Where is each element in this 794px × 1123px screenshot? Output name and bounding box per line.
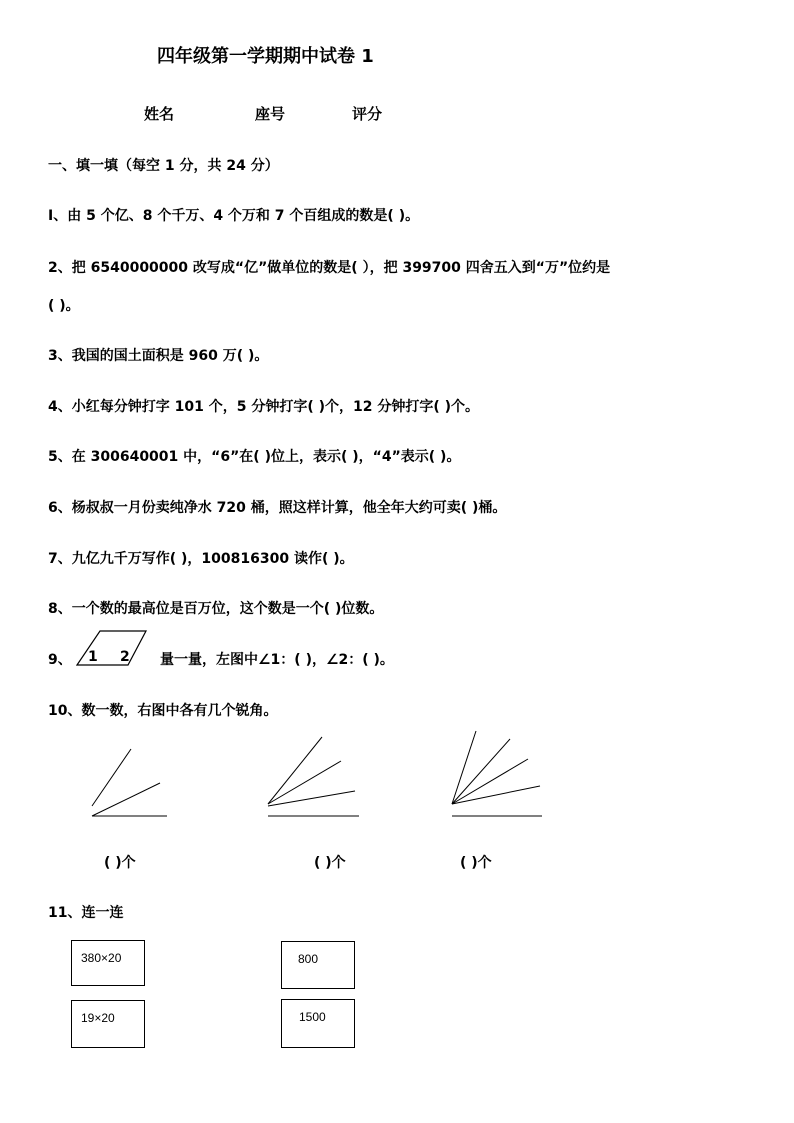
- angle-figure-3: [452, 731, 542, 816]
- question-8: 8、一个数的最高位是百万位，这个数是一个( )位数。: [48, 601, 384, 617]
- question-10: 10、数一数，右图中各有几个锐角。: [48, 703, 278, 719]
- match-left-text-1: 380×20: [81, 951, 122, 965]
- parallelogram-figure: [76, 630, 148, 666]
- match-left-box-2[interactable]: [71, 1000, 145, 1048]
- angle-figure-1: [92, 749, 167, 816]
- match-right-text-1: 800: [298, 952, 319, 966]
- seat-label: 座号: [255, 105, 286, 123]
- match-right-box-1[interactable]: [281, 941, 355, 989]
- angle-1-label: 1: [88, 649, 98, 665]
- name-label: 姓名: [144, 105, 175, 123]
- question-2-line1: 2、把 6540000000 改写成“亿”做单位的数是( ），把 399700 四舍五入到“万”位约是: [48, 260, 611, 276]
- question-2-line2: ( )。: [48, 298, 80, 314]
- score-label: 评分: [352, 105, 383, 123]
- match-left-text-2: 19×20: [81, 1011, 115, 1025]
- question-3: 3、我国的国土面积是 960 万( )。: [48, 348, 269, 364]
- question-5: 5、在 300640001 中，“6”在( )位上，表示( )，“4”表示( )。: [48, 449, 461, 465]
- question-7: 7、九亿九千万写作( )，100816300 读作( )。: [48, 551, 354, 567]
- question-6: 6、杨叔叔一月份卖纯净水 720 桶，照这样计算，他全年大约可卖( )桶。: [48, 500, 507, 516]
- question-9-text: 量一量，左图中∠1：( )，∠2：( )。: [160, 652, 394, 668]
- match-right-box-2[interactable]: [281, 999, 355, 1048]
- question-9-number: 9、: [48, 652, 72, 668]
- page-title: 四年级第一学期期中试卷 1: [157, 46, 374, 67]
- angle-count-answer-3: ( )个: [460, 855, 492, 871]
- angle-figure-2: [268, 737, 359, 816]
- question-11: 11、连一连: [48, 905, 124, 921]
- match-right-text-2: 1500: [299, 1010, 326, 1024]
- match-left-box-1[interactable]: [71, 940, 145, 986]
- question-1: I、由 5 个亿、8 个千万、4 个万和 7 个百组成的数是( )。: [48, 208, 420, 224]
- angle-2-label: 2: [120, 649, 130, 665]
- angle-count-answer-2: ( )个: [314, 855, 346, 871]
- section-heading: 一、填一填（每空 1 分，共 24 分）: [48, 158, 279, 174]
- acute-angle-figures: [0, 725, 794, 830]
- question-4: 4、小红每分钟打字 101 个，5 分钟打字( )个，12 分钟打字( )个。: [48, 399, 480, 415]
- angle-count-answer-1: ( )个: [104, 855, 136, 871]
